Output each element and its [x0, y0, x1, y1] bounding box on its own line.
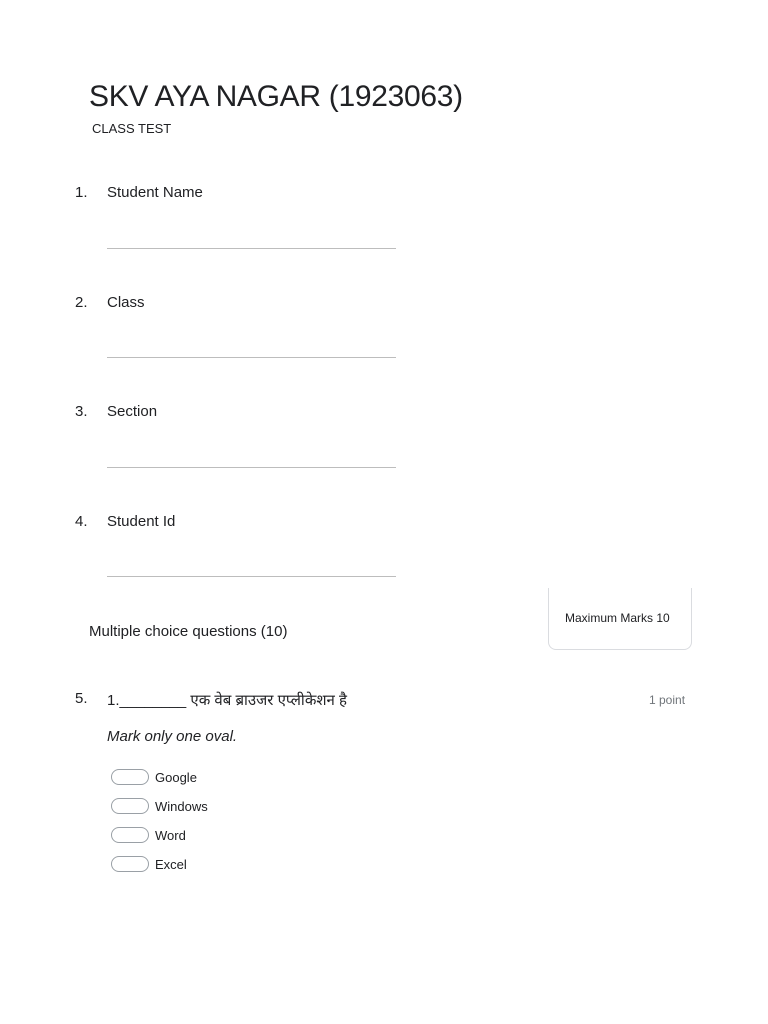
option-label: Google [155, 769, 197, 785]
question-number: 2. [75, 294, 88, 311]
question-number: 1. [75, 184, 88, 201]
class-answer-field[interactable] [107, 357, 396, 358]
form-subtitle: CLASS TEST [92, 121, 172, 136]
option-excel[interactable] [111, 855, 187, 873]
option-label: Word [155, 827, 186, 843]
question-label-class: Class [107, 294, 145, 311]
form-title: SKV AYA NAGAR (1923063) [89, 80, 463, 113]
section-answer-field[interactable] [107, 467, 396, 468]
question-label-student-name: Student Name [107, 184, 203, 201]
option-google[interactable] [111, 768, 197, 786]
question-number: 4. [75, 513, 88, 530]
radio-oval[interactable] [111, 856, 149, 872]
option-label: Excel [155, 856, 187, 872]
radio-oval[interactable] [111, 769, 149, 785]
section-title: Multiple choice questions (10) [89, 623, 288, 640]
radio-oval[interactable] [111, 827, 149, 843]
student-name-answer-field[interactable] [107, 248, 396, 249]
question-label-section: Section [107, 403, 158, 420]
student-id-answer-field[interactable] [107, 576, 396, 577]
question-label-student-id: Student Id [107, 513, 176, 530]
radio-oval[interactable] [111, 798, 149, 814]
mcq-question-label: 1.________ एक वेब ब्राउजर एप्लीकेशन है [107, 692, 347, 709]
mcq-instruction: Mark only one oval. [107, 728, 238, 745]
question-number: 5. [75, 690, 88, 707]
points-badge: 1 point [649, 693, 686, 707]
max-marks-note: Maximum Marks 10 [565, 611, 670, 625]
question-number: 3. [75, 403, 88, 420]
option-windows[interactable] [111, 797, 208, 815]
option-label: Windows [155, 798, 208, 814]
option-word[interactable] [111, 826, 186, 844]
